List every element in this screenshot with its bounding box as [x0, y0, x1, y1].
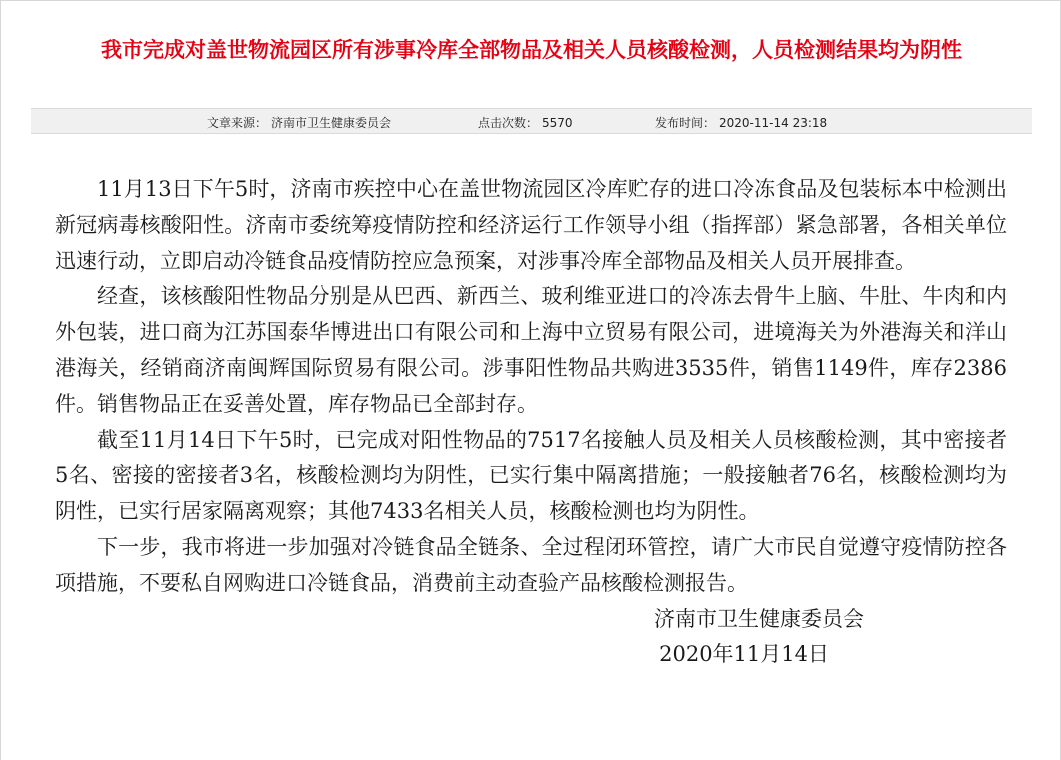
meta-views: [478, 114, 573, 131]
article-paragraph: 截至11月14日下午5时，已完成对阳性物品的7517名接触人员及相关人员核酸检测，其中密接者5名、密接的密接者3名，核酸检测均为阴性，已实行集中隔离措施；一般接触者76名，核酸检测均为阴性，已实行居家隔离观察；其他7433名相关人员，核酸检测也均为阴性。: [55, 427, 1007, 524]
article-paragraph: 下一步，我市将进一步加强对冷链食品全链条、全过程闭环管控，请广大市民自觉遵守疫情防控各项措施，不要私自网购进口冷链食品，消费前主动查验产品核酸检测报告。: [55, 534, 1007, 595]
article-paragraph: 经查，该核酸阳性物品分别是从巴西、新西兰、玻利维亚进口的冷冻去骨牛上脑、牛肚、牛肉和内外包装，进口商为江苏国泰华博进出口有限公司和上海中立贸易有限公司，进境海关为外港海关和洋山港海关，经销商济南闽辉国际贸易有限公司。涉事阳性物品共购进3535件，销售1149件，库存2386件。销售物品正在妥善处置，库存物品已全部封存。: [55, 284, 1007, 416]
meta-date-value: 2020-11-14 23:18: [719, 116, 828, 130]
signature-organization: 济南市卫生健康委员会: [654, 606, 864, 631]
article-title: 我市完成对盖世物流园区所有涉事冷库全部物品及相关人员核酸检测，人员检测结果均为阴性: [101, 37, 962, 62]
meta-source: [207, 114, 391, 131]
meta-source-value: 济南市卫生健康委员会: [271, 116, 392, 130]
meta-views-value: 5570: [542, 116, 573, 130]
meta-source-label: 文章来源：: [207, 116, 268, 130]
meta-date-label: 发布时间：: [655, 116, 716, 130]
article-paragraph: 11月13日下午5时，济南市疾控中心在盖世物流园区冷库贮存的进口冷冻食品及包装标本中检测出新冠病毒核酸阳性。济南市委统筹疫情防控和经济运行工作领导小组（指挥部）紧急部署，各相关单位迅速行动，立即启动冷链食品疫情防控应急预案，对涉事冷库全部物品及相关人员开展排查。: [55, 177, 1007, 273]
signature-date: 2020年11月14日: [659, 642, 829, 667]
article-body: [55, 172, 1007, 673]
article-meta-bar: [31, 108, 1032, 134]
meta-views-label: 点击次数：: [478, 116, 539, 130]
meta-date: [655, 114, 827, 131]
